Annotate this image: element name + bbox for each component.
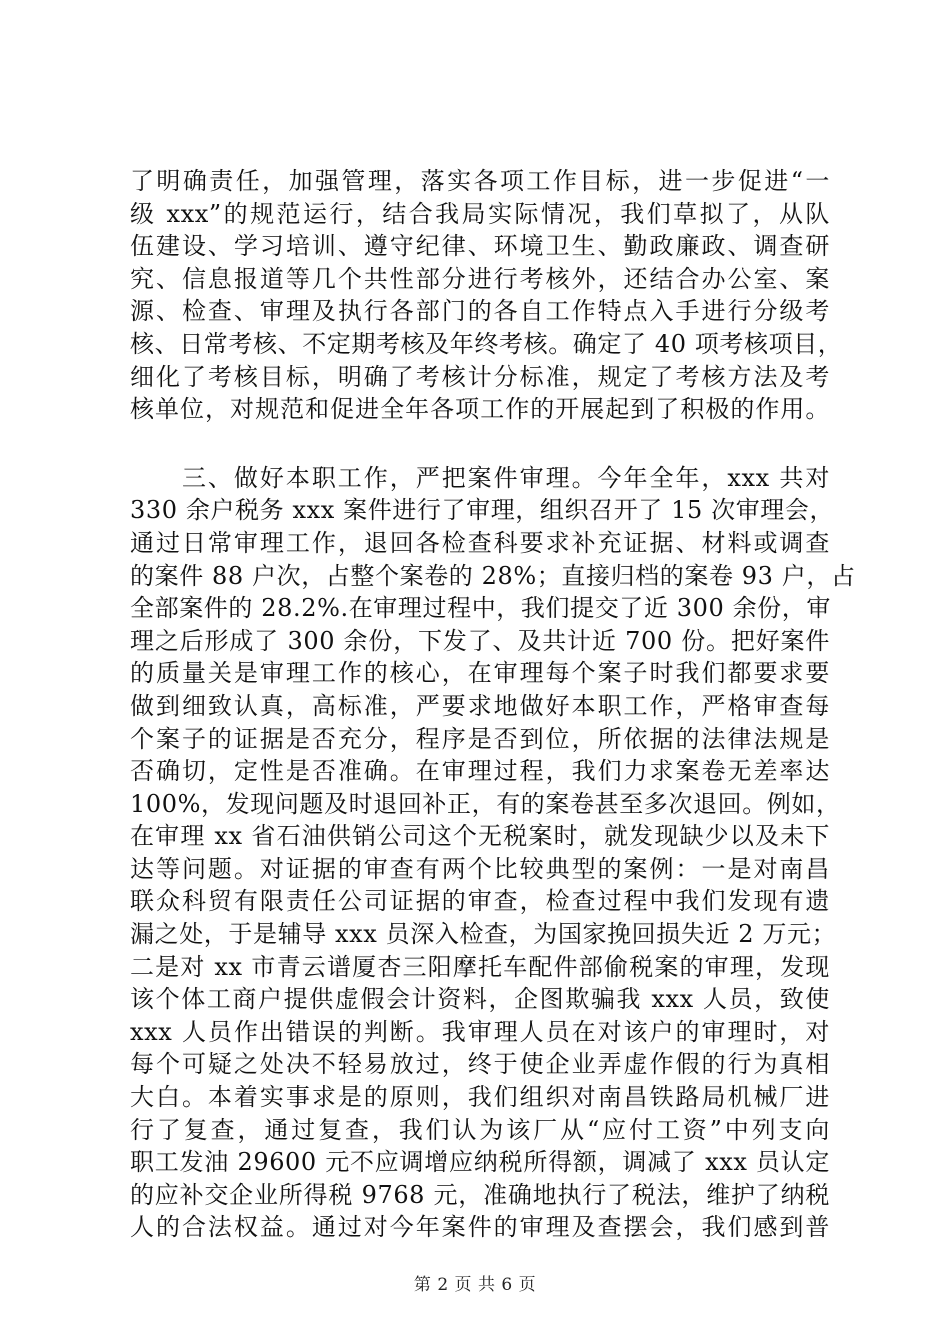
- text-line: 100%，发现问题及时退回补正，有的案卷甚至多次退回。例如，: [130, 789, 841, 818]
- text-line: 做到细致认真，高标准，严要求地做好本职工作，严格审查每: [130, 691, 830, 720]
- text-line: 否确切，定性是否准确。在审理过程，我们力求案卷无差率达: [130, 757, 830, 786]
- text-line: 330 余户税务 xxx 案件进行了审理，组织召开了 15 次审理会，: [130, 496, 835, 525]
- text-line: 大白。本着实事求是的原则，我们组织对南昌铁路局机械厂进: [130, 1083, 830, 1112]
- text-line: 个案子的证据是否充分，程序是否到位，所依据的法律法规是: [130, 724, 830, 753]
- text-line: 联众科贸有限责任公司证据的审查，检查过程中我们发现有遗: [130, 887, 830, 916]
- text-line: 了明确责任，加强管理，落实各项工作目标，进一步促进“一: [130, 167, 830, 195]
- text-line: 达等问题。对证据的审查有两个比较典型的案例：一是对南昌: [130, 854, 830, 883]
- text-line: 行了复查，通过复查，我们认为该厂从“应付工资”中列支向: [130, 1115, 830, 1144]
- text-line: 该个体工商户提供虚假会计资料，企图欺骗我 xxx 人员，致使: [130, 985, 830, 1014]
- paragraph-assessment: [130, 165, 843, 426]
- text-line: 核、日常考核、不定期考核及年终考核。确定了 40 项考核项目，: [130, 329, 843, 358]
- text-line: 全部案件的 28.2%.在审理过程中，我们提交了近 300 余份，审: [130, 594, 831, 623]
- paragraph-spacer: [130, 426, 830, 462]
- text-line: 的案件 88 户次，占整个案卷的 28%；直接归档的案卷 93 户，占: [130, 561, 856, 590]
- text-line: 二是对 xx 市青云谱厦杏三阳摩托车配件部偷税案的审理，发现: [130, 952, 830, 981]
- text-line: 每个可疑之处决不轻易放过，终于使企业弄虚作假的行为真相: [130, 1050, 830, 1079]
- paragraph-case-review: [130, 462, 856, 1244]
- text-line: 漏之处，于是辅导 xxx 员深入检查，为国家挽回损失近 2 万元；: [130, 920, 837, 949]
- text-line: 理之后形成了 300 余份，下发了、及共计近 700 份。把好案件: [130, 626, 830, 655]
- text-line: 伍建设、学习培训、遵守纪律、环境卫生、勤政廉政、调查研: [130, 232, 830, 261]
- text-line: 核单位，对规范和促进全年各项工作的开展起到了积极的作用。: [130, 395, 830, 424]
- text-line: 通过日常审理工作，退回各检查科要求补充证据、材料或调查: [130, 528, 830, 557]
- page-number-footer: 第 2 页 共 6 页: [413, 1275, 537, 1295]
- document-body: [130, 165, 856, 1244]
- text-line: 源、检查、审理及执行各部门的各自工作特点入手进行分级考: [130, 297, 830, 326]
- text-line: xxx 人员作出错误的判断。我审理人员在对该户的审理时，对: [130, 1017, 830, 1046]
- text-line: 级 xxx”的规范运行，结合我局实际情况，我们草拟了，从队: [130, 199, 830, 228]
- text-line: 的应补交企业所得税 9768 元，准确地执行了税法，维护了纳税: [130, 1180, 830, 1209]
- text-line: 人的合法权益。通过对今年案件的审理及查摆会，我们感到普: [130, 1213, 830, 1242]
- text-line: 三、做好本职工作，严把案件审理。今年全年，xxx 共对: [130, 463, 830, 492]
- text-line: 究、信息报道等几个共性部分进行考核外，还结合办公室、案: [130, 264, 830, 293]
- text-line: 在审理 xx 省石油供销公司这个无税案时，就发现缺少以及未下: [130, 822, 830, 851]
- text-line: 职工发油 29600 元不应调增应纳税所得额，调减了 xxx 员认定: [130, 1148, 830, 1177]
- text-line: 的质量关是审理工作的核心，在审理每个案子时我们都要求要: [130, 659, 830, 688]
- text-line: 细化了考核目标，明确了考核计分标准，规定了考核方法及考: [130, 362, 830, 391]
